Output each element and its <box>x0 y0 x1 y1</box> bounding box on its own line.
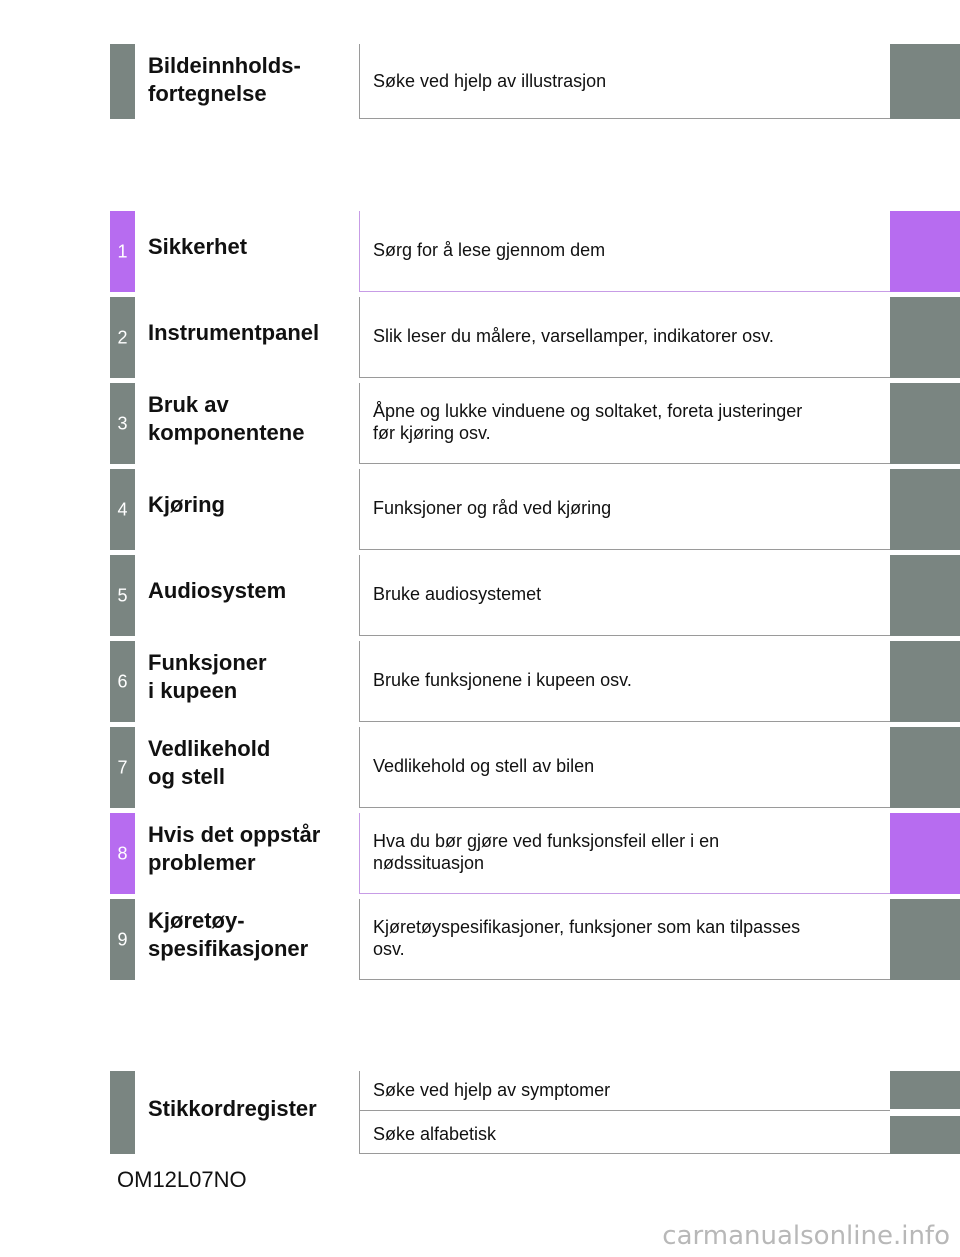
chapter-row-9[interactable] <box>110 899 960 980</box>
chapter-divider-8 <box>359 813 360 894</box>
chapter-number-2: 2 <box>117 327 128 347</box>
chapter-tab-4[interactable] <box>890 469 960 550</box>
register-tab-symptoms[interactable] <box>890 1071 960 1109</box>
chapter-bar-7 <box>110 727 135 808</box>
chapter-row-1[interactable] <box>110 211 960 292</box>
chapter-bar-2 <box>110 297 135 378</box>
chapter-row-7[interactable] <box>110 727 960 808</box>
chapter-underline-1 <box>359 291 890 292</box>
chapter-divider-1 <box>359 211 360 292</box>
chapter-bar-3 <box>110 383 135 464</box>
chapter-row-2[interactable] <box>110 297 960 378</box>
register-title: Stikkordregister <box>148 1096 317 1121</box>
index-section-tab[interactable] <box>890 44 960 119</box>
chapter-number-9: 9 <box>117 929 128 949</box>
register-bar <box>110 1071 135 1154</box>
chapter-description-2: Slik leser du målere, varsellamper, indikatorer osv. <box>373 326 774 346</box>
chapter-divider-6 <box>359 641 360 722</box>
chapter-bar-1 <box>110 211 135 292</box>
chapter-number-6: 6 <box>117 671 128 691</box>
register-tab-alphabetical[interactable] <box>890 1116 960 1154</box>
index-section-title: Bildeinnholds- fortegnelse <box>148 53 301 106</box>
chapter-description-7: Vedlikehold og stell av bilen <box>373 756 595 776</box>
chapter-underline-8 <box>359 893 890 894</box>
index-section-divider <box>359 44 360 119</box>
chapter-underline-9 <box>359 979 890 980</box>
index-section-bar <box>110 44 135 119</box>
chapter-bar-4 <box>110 469 135 550</box>
chapter-title-1: Sikkerhet <box>148 234 248 259</box>
manual-code: OM12L07NO <box>117 1167 247 1192</box>
register-underline <box>359 1153 890 1154</box>
chapter-title-3: Bruk av komponentene <box>148 392 305 445</box>
chapter-underline-2 <box>359 377 890 378</box>
chapter-divider-5 <box>359 555 360 636</box>
chapter-tab-5[interactable] <box>890 555 960 636</box>
chapter-title-2: Instrumentpanel <box>148 320 320 345</box>
chapter-number-3: 3 <box>117 413 128 433</box>
chapter-divider-4 <box>359 469 360 550</box>
chapter-underline-4 <box>359 549 890 550</box>
chapter-description-6: Bruke funksjonene i kupeen osv. <box>373 670 632 690</box>
chapter-title-8: Hvis det oppstår problemer <box>148 822 321 875</box>
chapter-bar-9 <box>110 899 135 980</box>
index-section-underline <box>359 118 890 119</box>
chapter-description-5: Bruke audiosystemet <box>373 584 542 604</box>
chapter-underline-5 <box>359 635 890 636</box>
chapter-row-4[interactable] <box>110 469 960 550</box>
chapter-title-7: Vedlikehold og stell <box>148 736 271 789</box>
chapter-description-1: Sørg for å lese gjennom dem <box>373 240 606 260</box>
chapter-divider-7 <box>359 727 360 808</box>
chapter-divider-2 <box>359 297 360 378</box>
register-item-divider <box>359 1110 890 1111</box>
chapter-row-8[interactable] <box>110 813 960 894</box>
chapter-title-9: Kjøretøy- spesifikasjoner <box>148 908 309 961</box>
chapter-row-6[interactable] <box>110 641 960 722</box>
chapter-description-8: Hva du bør gjøre ved funksjonsfeil eller i en nødssituasjon <box>373 831 720 873</box>
chapter-bar-6 <box>110 641 135 722</box>
chapter-divider-9 <box>359 899 360 980</box>
chapter-underline-7 <box>359 807 890 808</box>
chapter-tab-1[interactable] <box>890 211 960 292</box>
chapter-number-8: 8 <box>117 843 128 863</box>
chapter-bar-5 <box>110 555 135 636</box>
chapter-number-4: 4 <box>117 499 128 519</box>
chapter-bar-8 <box>110 813 135 894</box>
chapter-divider-3 <box>359 383 360 464</box>
register-divider <box>359 1071 360 1154</box>
chapter-number-7: 7 <box>117 757 128 777</box>
chapter-tab-7[interactable] <box>890 727 960 808</box>
register-section <box>110 1071 960 1154</box>
chapter-description-3: Åpne og lukke vinduene og soltaket, foreta justeringer før kjøring osv. <box>373 401 803 443</box>
chapter-title-6: Funksjoner i kupeen <box>148 650 267 703</box>
index-section[interactable] <box>110 44 960 119</box>
register-item-symptoms[interactable]: Søke ved hjelp av symptomer <box>373 1080 611 1100</box>
chapter-tab-9[interactable] <box>890 899 960 980</box>
watermark: carmanualsonline.info <box>662 1221 950 1251</box>
chapter-tab-3[interactable] <box>890 383 960 464</box>
chapter-tab-2[interactable] <box>890 297 960 378</box>
chapter-tab-6[interactable] <box>890 641 960 722</box>
chapter-description-4: Funksjoner og råd ved kjøring <box>373 498 612 518</box>
chapter-description-9: Kjøretøyspesifikasjoner, funksjoner som kan tilpasses osv. <box>373 917 801 959</box>
chapter-number-5: 5 <box>117 585 128 605</box>
register-item-alphabetical[interactable]: Søke alfabetisk <box>373 1124 497 1144</box>
chapter-underline-6 <box>359 721 890 722</box>
chapter-row-5[interactable] <box>110 555 960 636</box>
index-section-description: Søke ved hjelp av illustrasjon <box>373 71 607 91</box>
chapter-tab-8[interactable] <box>890 813 960 894</box>
chapter-title-5: Audiosystem <box>148 578 287 603</box>
chapter-number-1: 1 <box>117 241 128 261</box>
chapter-underline-3 <box>359 463 890 464</box>
chapter-row-3[interactable] <box>110 383 960 464</box>
chapter-title-4: Kjøring <box>148 492 225 517</box>
